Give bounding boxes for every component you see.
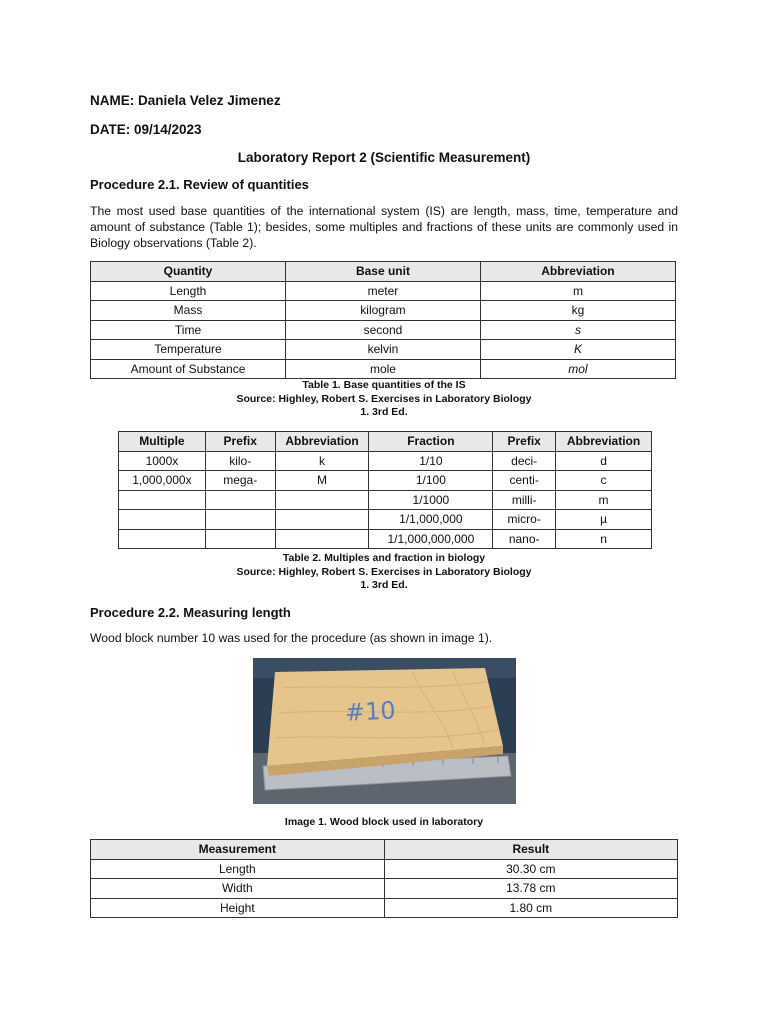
table-cell: meter [286, 281, 481, 301]
table-cell: Amount of Substance [91, 359, 286, 379]
caption-line: Source: Highley, Robert S. Exercises in Laboratory Biology [236, 565, 532, 578]
table-cell: 1/10 [369, 451, 493, 471]
table-header-cell: Abbreviation [275, 432, 369, 452]
table-cell [205, 529, 275, 549]
wood-block-photo [253, 658, 516, 804]
table-cell: m [556, 490, 652, 510]
table-cell: 1,000,000x [119, 471, 206, 491]
report-title: Laboratory Report 2 (Scientific Measurement) [237, 150, 531, 165]
procedure-2-text: Wood block number 10 was used for the procedure (as shown in image 1). [90, 631, 493, 645]
table-cell: s [480, 320, 675, 340]
table-row [91, 898, 678, 918]
caption-line: Table 2. Multiples and fraction in biology [282, 552, 486, 564]
table-cell: Time [91, 320, 286, 340]
table-row [91, 879, 678, 899]
table-row [91, 359, 676, 379]
table-cell: Length [91, 281, 286, 301]
table-cell [275, 529, 369, 549]
table-cell [275, 510, 369, 530]
caption-line: 1. 3rd Ed. [360, 579, 408, 591]
table-row [91, 281, 676, 301]
caption-line: Table 1. Base quantities of the IS [302, 379, 466, 391]
block-label: #10 [344, 696, 397, 727]
table-cell: mole [286, 359, 481, 379]
multiples-fractions-table [118, 431, 652, 549]
table-header-cell: Fraction [369, 432, 493, 452]
table-cell: c [556, 471, 652, 491]
procedure-2-heading: Procedure 2.2. Measuring length [90, 605, 291, 620]
student-name: NAME: Daniela Velez Jimenez [90, 93, 281, 108]
table-header-cell: Prefix [493, 432, 556, 452]
table-cell: kg [480, 301, 675, 321]
table-row [119, 490, 652, 510]
table-cell: Height [91, 898, 385, 918]
table-header-cell: Abbreviation [556, 432, 652, 452]
table-cell: M [275, 471, 369, 491]
table-header-cell: Prefix [205, 432, 275, 452]
table-cell: 1/100 [369, 471, 493, 491]
table-header-row [119, 432, 652, 452]
table-cell: K [480, 340, 675, 360]
table-header-cell: Base unit [286, 262, 481, 282]
table-cell: µ [556, 510, 652, 530]
table-cell: Temperature [91, 340, 286, 360]
table-cell: deci- [493, 451, 556, 471]
table-cell: k [275, 451, 369, 471]
table-cell [275, 490, 369, 510]
table-cell: kelvin [286, 340, 481, 360]
table-cell: nano- [493, 529, 556, 549]
table-header-cell: Multiple [119, 432, 206, 452]
table-cell: n [556, 529, 652, 549]
table-header-cell: Quantity [91, 262, 286, 282]
table-row [119, 471, 652, 491]
table-row [119, 510, 652, 530]
table-header-row [91, 262, 676, 282]
table-cell [119, 529, 206, 549]
table-cell [205, 490, 275, 510]
measurements-table [90, 839, 678, 918]
table-header-cell: Measurement [91, 840, 385, 860]
table-cell: 1000x [119, 451, 206, 471]
table-row [91, 859, 678, 879]
table-cell: m [480, 281, 675, 301]
table-cell: 1/1,000,000 [369, 510, 493, 530]
table-1-caption [0, 379, 768, 420]
report-date: DATE: 09/14/2023 [90, 122, 202, 137]
table-cell: 13.78 cm [384, 879, 677, 899]
table-cell: mol [480, 359, 675, 379]
table-cell: centi- [493, 471, 556, 491]
table-cell: 1.80 cm [384, 898, 677, 918]
table-cell: Mass [91, 301, 286, 321]
table-row [91, 320, 676, 340]
table-row [119, 451, 652, 471]
table-header-cell: Abbreviation [480, 262, 675, 282]
base-quantities-table [90, 261, 676, 379]
table-cell: mega- [205, 471, 275, 491]
table-cell: d [556, 451, 652, 471]
table-cell: micro- [493, 510, 556, 530]
table-cell [119, 490, 206, 510]
table-header-cell: Result [384, 840, 677, 860]
procedure-1-heading: Procedure 2.1. Review of quantities [90, 177, 309, 192]
table-cell [119, 510, 206, 530]
table-cell: second [286, 320, 481, 340]
table-cell: Width [91, 879, 385, 899]
table-row [91, 340, 676, 360]
procedure-1-paragraph: The most used base quantities of the international system (IS) are length, mass, time, temperature and amount of substance (Table 1); besides, some multiples and fractions of these units are commonly used in Biology observations (Table 2). [90, 204, 678, 251]
image-1-caption: Image 1. Wood block used in laboratory [284, 816, 484, 828]
table-row [91, 301, 676, 321]
table-cell: kilogram [286, 301, 481, 321]
table-cell: milli- [493, 490, 556, 510]
table-cell: 30.30 cm [384, 859, 677, 879]
table-header-row [91, 840, 678, 860]
table-cell: 1/1000 [369, 490, 493, 510]
table-cell: Length [91, 859, 385, 879]
caption-line: 1. 3rd Ed. [360, 406, 408, 418]
table-row [119, 529, 652, 549]
table-cell: 1/1,000,000,000 [369, 529, 493, 549]
table-2-caption [0, 552, 768, 593]
caption-line: Source: Highley, Robert S. Exercises in Laboratory Biology [236, 392, 532, 405]
table-cell [205, 510, 275, 530]
table-cell: kilo- [205, 451, 275, 471]
